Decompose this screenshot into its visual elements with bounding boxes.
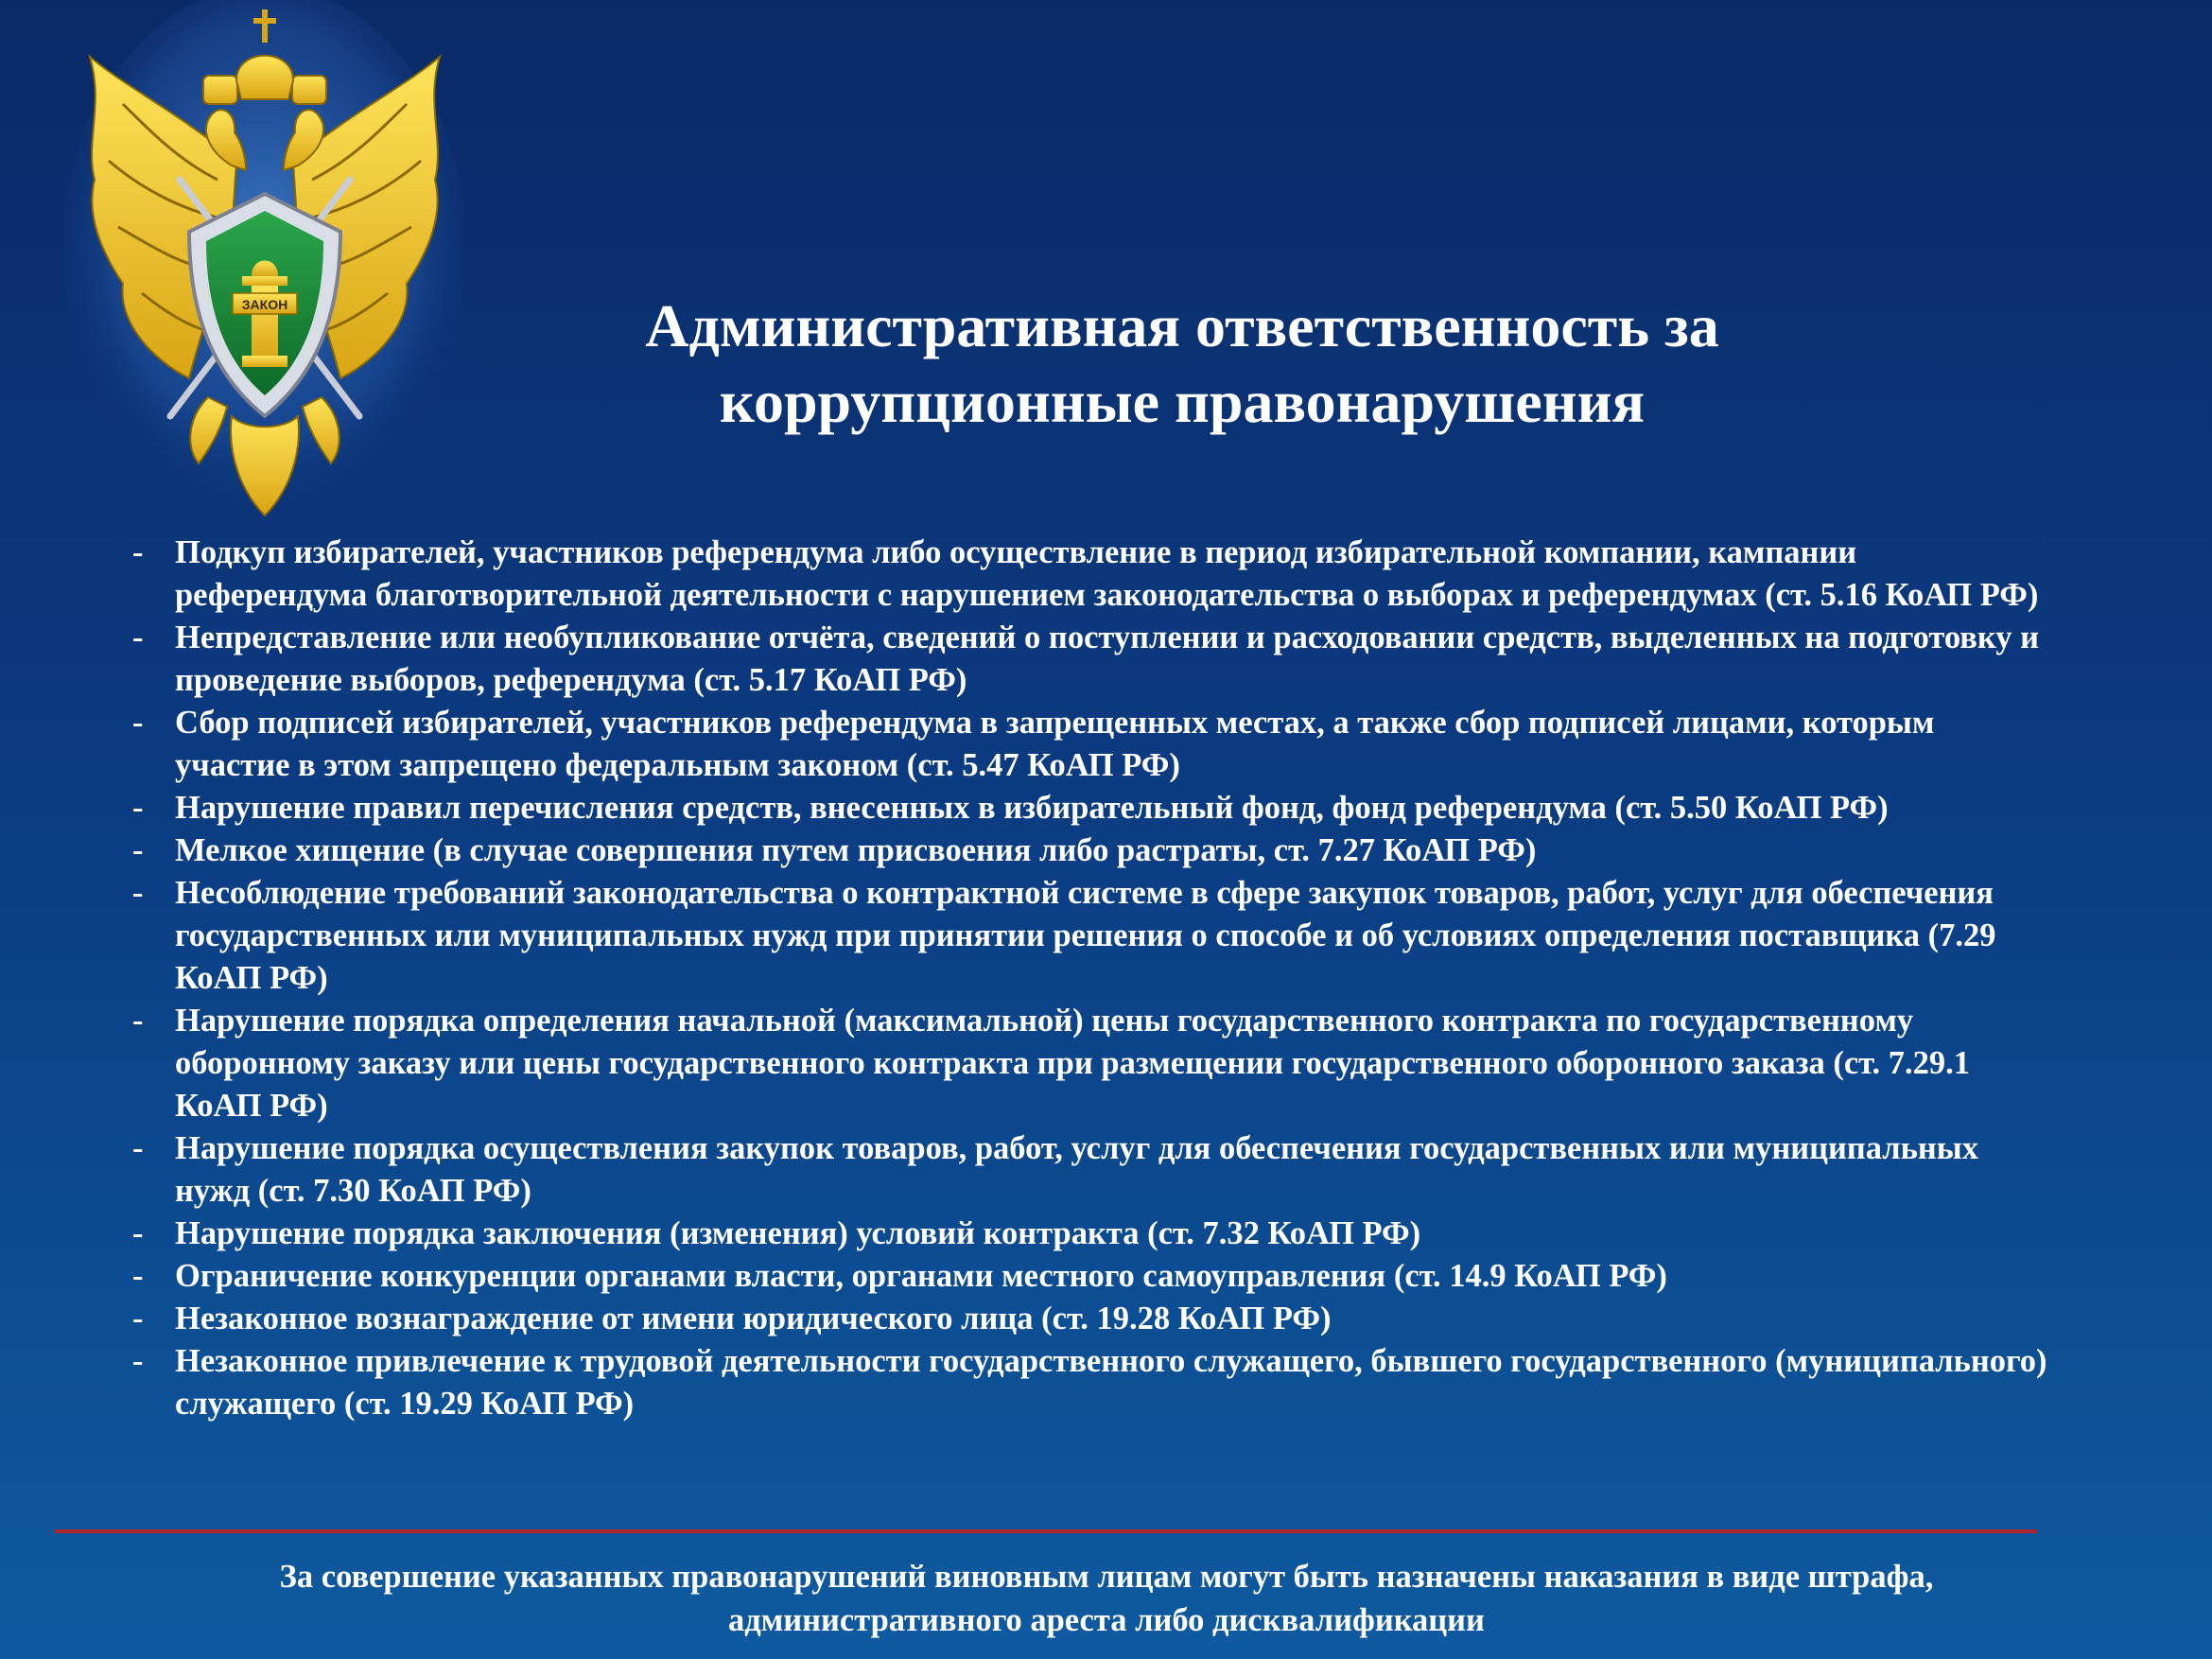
bullet-dash: - [132, 1215, 144, 1251]
title-line-1: Административная ответственность за [645, 292, 1719, 359]
list-item [132, 1213, 2052, 1255]
list-item-text: Нарушение порядка заключения (изменения) условий контракта (ст. 7.32 КоАП РФ) [175, 1215, 1421, 1251]
bullet-dash: - [132, 1301, 144, 1336]
list-item-text: Нарушение порядка осуществления закупок товаров, работ, услуг для обеспечения государственных или муниципальных нужд (ст. 7.30 КоАП РФ) [175, 1130, 1978, 1209]
shield-text: ЗАКОН [241, 297, 288, 312]
list-item [132, 532, 2052, 617]
bullet-dash: - [132, 620, 144, 655]
list-item [132, 872, 2052, 1000]
bullet-dash: - [132, 832, 144, 868]
list-item-text: Мелкое хищение (в случае совершения путем присвоения либо растраты, ст. 7.27 КоАП РФ) [175, 832, 1537, 868]
list-item [132, 1340, 2052, 1425]
list-item [132, 617, 2052, 702]
bullet-dash: - [132, 1258, 144, 1294]
violations-list [132, 532, 2052, 1425]
bullet-dash: - [132, 1003, 144, 1039]
list-item-text: Сбор подписей избирателей, участников референдума в запрещенных местах, а также сбор подписей лицами, которым участие в этом запрещено федеральным законом (ст. 5.47 КоАП РФ) [175, 705, 1935, 783]
footer-line-2: административного ареста либо дисквалификации [728, 1602, 1485, 1638]
list-item [132, 1127, 2052, 1213]
list-item-text: Нарушение правил перечисления средств, внесенных в избирательный фонд, фонд референдума (ст. 5.50 КоАП РФ) [175, 790, 1889, 826]
prosecutor-emblem-icon [66, 0, 463, 530]
title-line-2: коррупционные правонарушения [719, 368, 1646, 435]
list-item-text: Ограничение конкуренции органами власти, органами местного самоуправления (ст. 14.9 КоАП РФ) [175, 1258, 1667, 1294]
bullet-dash: - [132, 790, 144, 826]
list-item-text: Непредставление или необупликование отчёта, сведений о поступлении и расходовании средств, выделенных на подготовку и проведение выборов, референдума (ст. 5.17 КоАП РФ) [175, 620, 2040, 698]
footer-note [57, 1555, 2156, 1642]
list-item [132, 1255, 2052, 1298]
list-item-text: Подкуп избирателей, участников референдума либо осуществление в период избирательной компании, кампании референдума благотворительной деятельности с нарушением законодательства о выборах и референдумах (ст. 5.16 КоАП РФ) [175, 534, 2039, 613]
bullet-dash: - [132, 534, 144, 570]
list-item-text: Незаконное привлечение к трудовой деятельности государственного служащего, бывшего государственного (муниципального) служащего (ст. 19.29 КоАП РФ) [175, 1343, 2047, 1422]
list-item [132, 830, 2052, 872]
footer-line-1: За совершение указанных правонарушений виновным лицам могут быть назначены наказания в виде штрафа, [279, 1559, 1934, 1595]
bullet-dash: - [132, 705, 144, 741]
red-divider-line [55, 1529, 2037, 1533]
bullet-dash: - [132, 875, 144, 911]
list-item [132, 1298, 2052, 1340]
list-item-text: Незаконное вознаграждение от имени юридического лица (ст. 19.28 КоАП РФ) [175, 1301, 1332, 1336]
bullet-dash: - [132, 1130, 144, 1166]
list-item-text: Нарушение порядка определения начальной (максимальной) цены государственного контракта по государственному оборонному заказу или цены государственного контракта при размещении государственного оборонного заказа (ст. 7.29.1 КоАП РФ) [175, 1003, 1971, 1124]
list-item [132, 787, 2052, 830]
list-item-text: Несоблюдение требований законодательства о контрактной системе в сфере закупок товаров, работ, услуг для обеспечения государственных или муниципальных нужд при принятии решения о способе и об условиях определения поставщика (7.29 КоАП РФ) [175, 875, 1996, 996]
page-title [492, 288, 1872, 440]
bullet-dash: - [132, 1343, 144, 1379]
list-item [132, 1000, 2052, 1127]
list-item [132, 702, 2052, 787]
